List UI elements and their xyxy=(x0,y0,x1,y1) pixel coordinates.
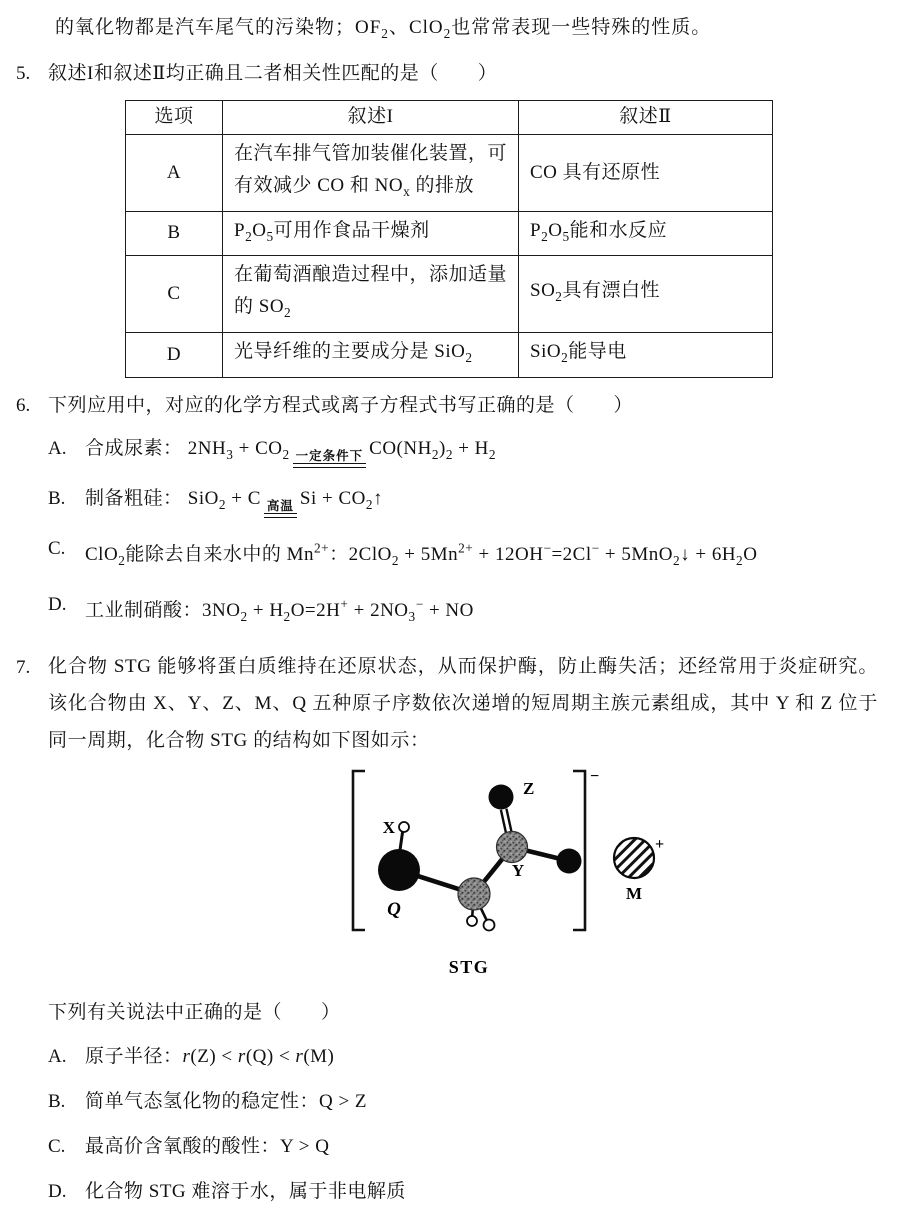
equation-rhs: $Si + CO_2↑$ xyxy=(299,487,384,512)
option-label: B. xyxy=(48,1090,66,1112)
option-label: C. xyxy=(48,1135,66,1157)
atom-h2-sphere xyxy=(484,919,495,930)
table-row xyxy=(126,256,773,333)
option-letter: B xyxy=(126,211,223,256)
q7-options xyxy=(0,1039,900,1209)
atom-x-sphere xyxy=(399,822,409,832)
option-label: A. xyxy=(48,1045,67,1067)
statement1-cell: $P_2O_5$可用作食品干燥剂 xyxy=(223,211,519,256)
header-statement1: 叙述I xyxy=(223,100,519,134)
question-5-stem: 叙述I和叙述Ⅱ均正确且二者相关性匹配的是（ ） xyxy=(48,62,498,84)
equation-prefix: 合成尿素： xyxy=(85,437,183,459)
question-7-number: 7. xyxy=(16,656,31,678)
condition-text: 一定条件下 xyxy=(295,448,364,463)
option-letter: A xyxy=(126,134,223,211)
double-line-equals xyxy=(264,513,297,518)
option-text: 化合物 STG 难溶于水，属于非电解质 xyxy=(85,1180,406,1202)
atom-z-sphere xyxy=(489,784,514,809)
question-7-stem xyxy=(0,648,900,759)
option-letter: C xyxy=(126,256,223,333)
q6-option-b xyxy=(0,481,900,522)
q7-question-line xyxy=(0,997,900,1029)
q6-option-d xyxy=(0,587,900,634)
q5-statement-table xyxy=(125,100,773,378)
table-row xyxy=(126,211,773,256)
atom-terminal-sphere xyxy=(557,848,582,873)
atom-y-sphere xyxy=(497,831,528,862)
condition-text: 高温 xyxy=(266,498,294,513)
table-row xyxy=(126,134,773,211)
intro-line: 的氧化物都是汽车尾气的污染物；$OF_2$、ClO$_2$也常常表现一些特殊的性质。 xyxy=(55,17,712,41)
question-6-stem: 下列应用中，对应的化学方程式或离子方程式书写正确的是（ ） xyxy=(48,394,634,416)
q7-option-b xyxy=(0,1084,900,1119)
equation-lhs: SiO$_2$ + C xyxy=(187,487,261,512)
atom-h1-sphere xyxy=(467,916,477,926)
double-bond-y-z-2 xyxy=(501,810,506,833)
header-option: 选项 xyxy=(126,100,223,134)
double-line-equals xyxy=(293,463,367,468)
anion-charge-label: − xyxy=(590,767,600,785)
table-header-row xyxy=(126,100,773,134)
option-text: 原子半径：r(Z) < r(Q) < r(M) xyxy=(85,1045,335,1067)
equation-prefix: 制备粗硅： xyxy=(85,487,183,509)
double-bond-y-z-1 xyxy=(506,808,511,831)
option-label: C. xyxy=(48,537,66,559)
label-q: Q xyxy=(387,898,401,920)
q7-option-c xyxy=(0,1129,900,1164)
option-label: A. xyxy=(48,437,67,459)
stg-structure-diagram xyxy=(338,763,900,991)
label-m: M xyxy=(625,883,643,903)
statement2-cell: $SO_2$具有漂白性 xyxy=(519,256,773,333)
option-text: 最高价含氧酸的酸性：Y > Q xyxy=(85,1135,330,1157)
q7-option-a xyxy=(0,1039,900,1074)
label-x: X xyxy=(382,817,395,837)
question-7-stem-text: 化合物 STG 能够将蛋白质维持在还原状态，从而保护酶，防止酶失活；还经常用于炎症研究。该化合物由 X、Y、Z、M、Q 五种原子序数依次递增的短周期主族元素组成，其中 Y 和 Z 位于同一周期，化合物 STG 的结构如下图如示： xyxy=(48,655,878,751)
table-row xyxy=(126,333,773,378)
statement1-cell: 在葡萄酒酿造过程中，添加适量的 $SO_2$ xyxy=(223,256,519,333)
label-y: Y xyxy=(511,860,525,880)
option-label: B. xyxy=(48,487,66,509)
atom-q-sphere xyxy=(378,849,420,891)
reaction-condition-equals xyxy=(264,499,297,518)
question-5-stem-line xyxy=(0,58,900,90)
q7-option-d xyxy=(0,1174,900,1209)
question-5-number: 5. xyxy=(16,62,31,84)
header-statement2: 叙述Ⅱ xyxy=(519,100,773,134)
stg-caption: STG xyxy=(448,956,490,977)
option-letter: D xyxy=(126,333,223,378)
equation-text: ClO$_2$能除去自来水中的 $Mn^{2+}$：$2ClO_2 + 5Mn^{2+} + 12OH^-=2Cl^-$ + 5MnO$_2$↓ + $6H_2O$ xyxy=(85,540,758,568)
cation-charge-label: + xyxy=(655,835,665,853)
statement1-cell: 光导纤维的主要成分是 SiO$_2$ xyxy=(223,333,519,378)
molecule-svg xyxy=(338,763,698,985)
option-label: D. xyxy=(48,593,67,615)
equation-lhs: $2NH_3 + CO_2$ xyxy=(187,437,290,462)
left-bracket xyxy=(353,771,365,930)
equation-rhs: $CO(NH_2)_2 + H_2$ xyxy=(369,437,497,462)
statement2-cell: SiO$_2$能导电 xyxy=(519,333,773,378)
statement1-cell: 在汽车排气管加装催化装置，可有效减少 CO 和 $NO_x$ 的排放 xyxy=(223,134,519,211)
option-label: D. xyxy=(48,1180,67,1202)
label-z: Z xyxy=(523,778,535,798)
statement2-cell: CO 具有还原性 xyxy=(519,134,773,211)
q6-option-a xyxy=(0,431,900,472)
q6-option-c xyxy=(0,531,900,578)
question-6-stem-line xyxy=(0,390,900,422)
atom-carbon-sphere xyxy=(458,878,490,910)
q7-question-text: 下列有关说法中正确的是（ ） xyxy=(48,1001,341,1023)
question-6-number: 6. xyxy=(16,394,31,416)
statement2-cell: $P_2O_5$能和水反应 xyxy=(519,211,773,256)
reaction-condition-equals xyxy=(293,449,367,468)
cation-m-sphere xyxy=(614,838,654,878)
equation-text: 工业制硝酸：$3NO_2 + H_2O=2H^+ + 2NO_3^-$ + NO xyxy=(85,596,474,624)
option-text: 简单气态氢化物的稳定性：Q > Z xyxy=(85,1090,368,1112)
